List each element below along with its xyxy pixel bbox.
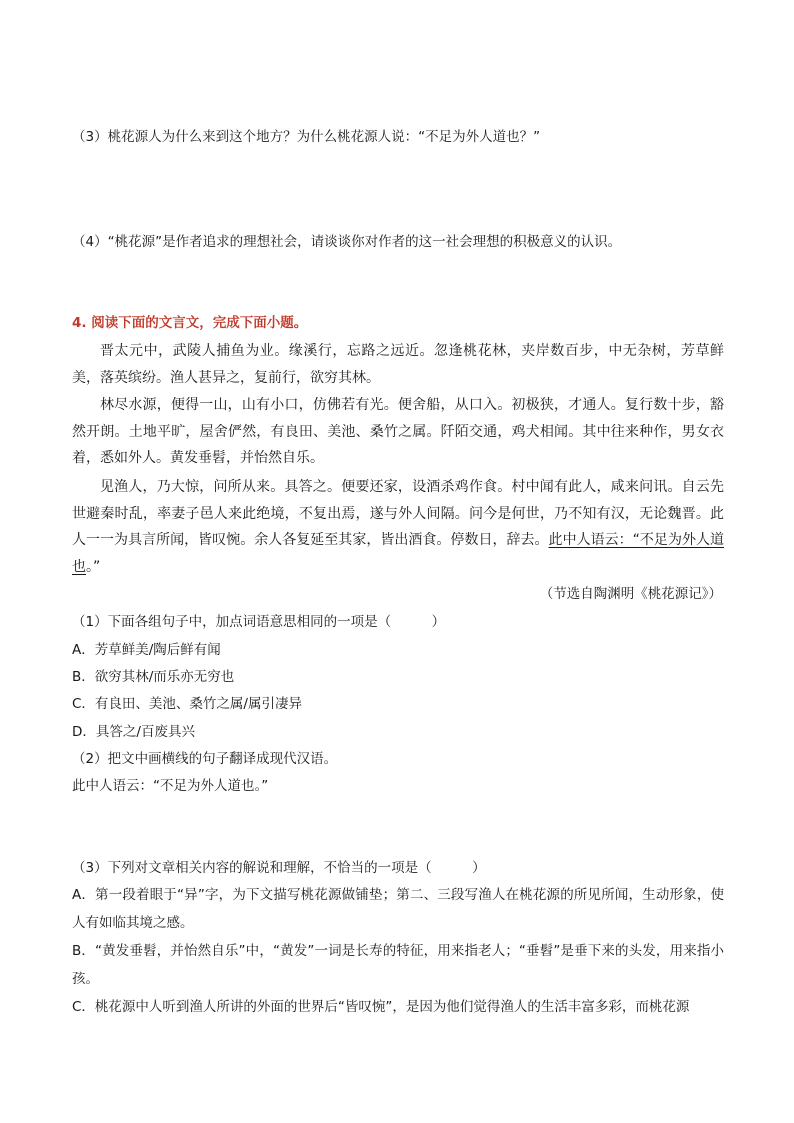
q3-option-a: A．第一段着眼于“异”字，为下文描写桃花源做铺垫；第二、三段写渔人在桃花源的所见所闻，生动形象，使人有如临其境之感。 xyxy=(72,887,724,931)
q1-option-a: A．芳草鲜美/陶后鲜有闻 xyxy=(72,642,221,658)
passage-paragraph-3-end: 。” xyxy=(86,558,101,575)
q1-option-d: D．具答之/百废具兴 xyxy=(72,724,195,740)
passage-paragraph-3 xyxy=(72,474,724,580)
section-heading: 4. 阅读下面的文言文，完成下面小题。 xyxy=(72,315,308,331)
prev-question-3: （3）桃花源人为什么来到这个地方？为什么桃花源人说：“不足为外人道也？” xyxy=(72,129,541,145)
q2-sentence: 此中人语云：“不足为外人道也。” xyxy=(72,778,269,794)
passage-source: （节选自陶渊明《桃花源记》） xyxy=(539,586,722,602)
q3-option-b: B．“黄发垂髫，并怡然自乐”中，“黄发”一词是长寿的特征，用来指老人；“垂髫”是垂下来的头发，用来指小孩。 xyxy=(72,943,724,987)
passage-paragraph-2: 林尽水源，便得一山，山有小口，仿佛若有光。便舍船，从口入。初极狭，才通人。复行数十步，豁然开朗。土地平旷，屋舍俨然，有良田、美池、桑竹之属。阡陌交通，鸡犬相闻。其中往来种作，男女衣着，悉如外人。黄发垂髫，并怡然自乐。 xyxy=(72,397,724,466)
passage-paragraph-1: 晋太元中，武陵人捕鱼为业。缘溪行，忘路之远近。忽逢桃花林，夹岸数百步，中无杂树，芳草鲜美，落英缤纷。渔人甚异之，复前行，欲穷其林。 xyxy=(72,343,724,386)
q1-option-c: C．有良田、美池、桑竹之属/属引凄异 xyxy=(72,696,302,712)
q2-stem: （2）把文中画横线的句子翻译成现代汉语。 xyxy=(72,751,338,767)
underlined-sentence: 此中人语云：“不足为外人道也 xyxy=(72,532,724,575)
q1-stem: （1）下面各组句子中，加点词语意思相同的一项是（ ） xyxy=(72,614,446,630)
q3-stem: （3）下列对文章相关内容的解说和理解，不恰当的一项是（ ） xyxy=(72,860,486,876)
passage-paragraph-3-text: 见渔人，乃大惊，问所从来。具答之。便要还家，设酒杀鸡作食。村中闻有此人，咸来问讯。自云先世避秦时乱，率妻子邑人来此绝境，不复出焉，遂与外人间隔。问今是何世，乃不知有汉，无论魏晋。此人一一为具言所闻，皆叹惋。余人各复延至其家，皆出酒食。停数日，辞去。 xyxy=(72,479,724,548)
q3-option-c: C．桃花源中人听到渔人所讲的外面的世界后“皆叹惋”，是因为他们觉得渔人的生活丰富多彩，而桃花源 xyxy=(72,999,690,1015)
prev-question-4: （4）“桃花源”是作者追求的理想社会，请谈谈你对作者的这一社会理想的积极意义的认识。 xyxy=(72,234,622,250)
q1-option-b: B．欲穷其林/而乐亦无穷也 xyxy=(72,669,235,685)
